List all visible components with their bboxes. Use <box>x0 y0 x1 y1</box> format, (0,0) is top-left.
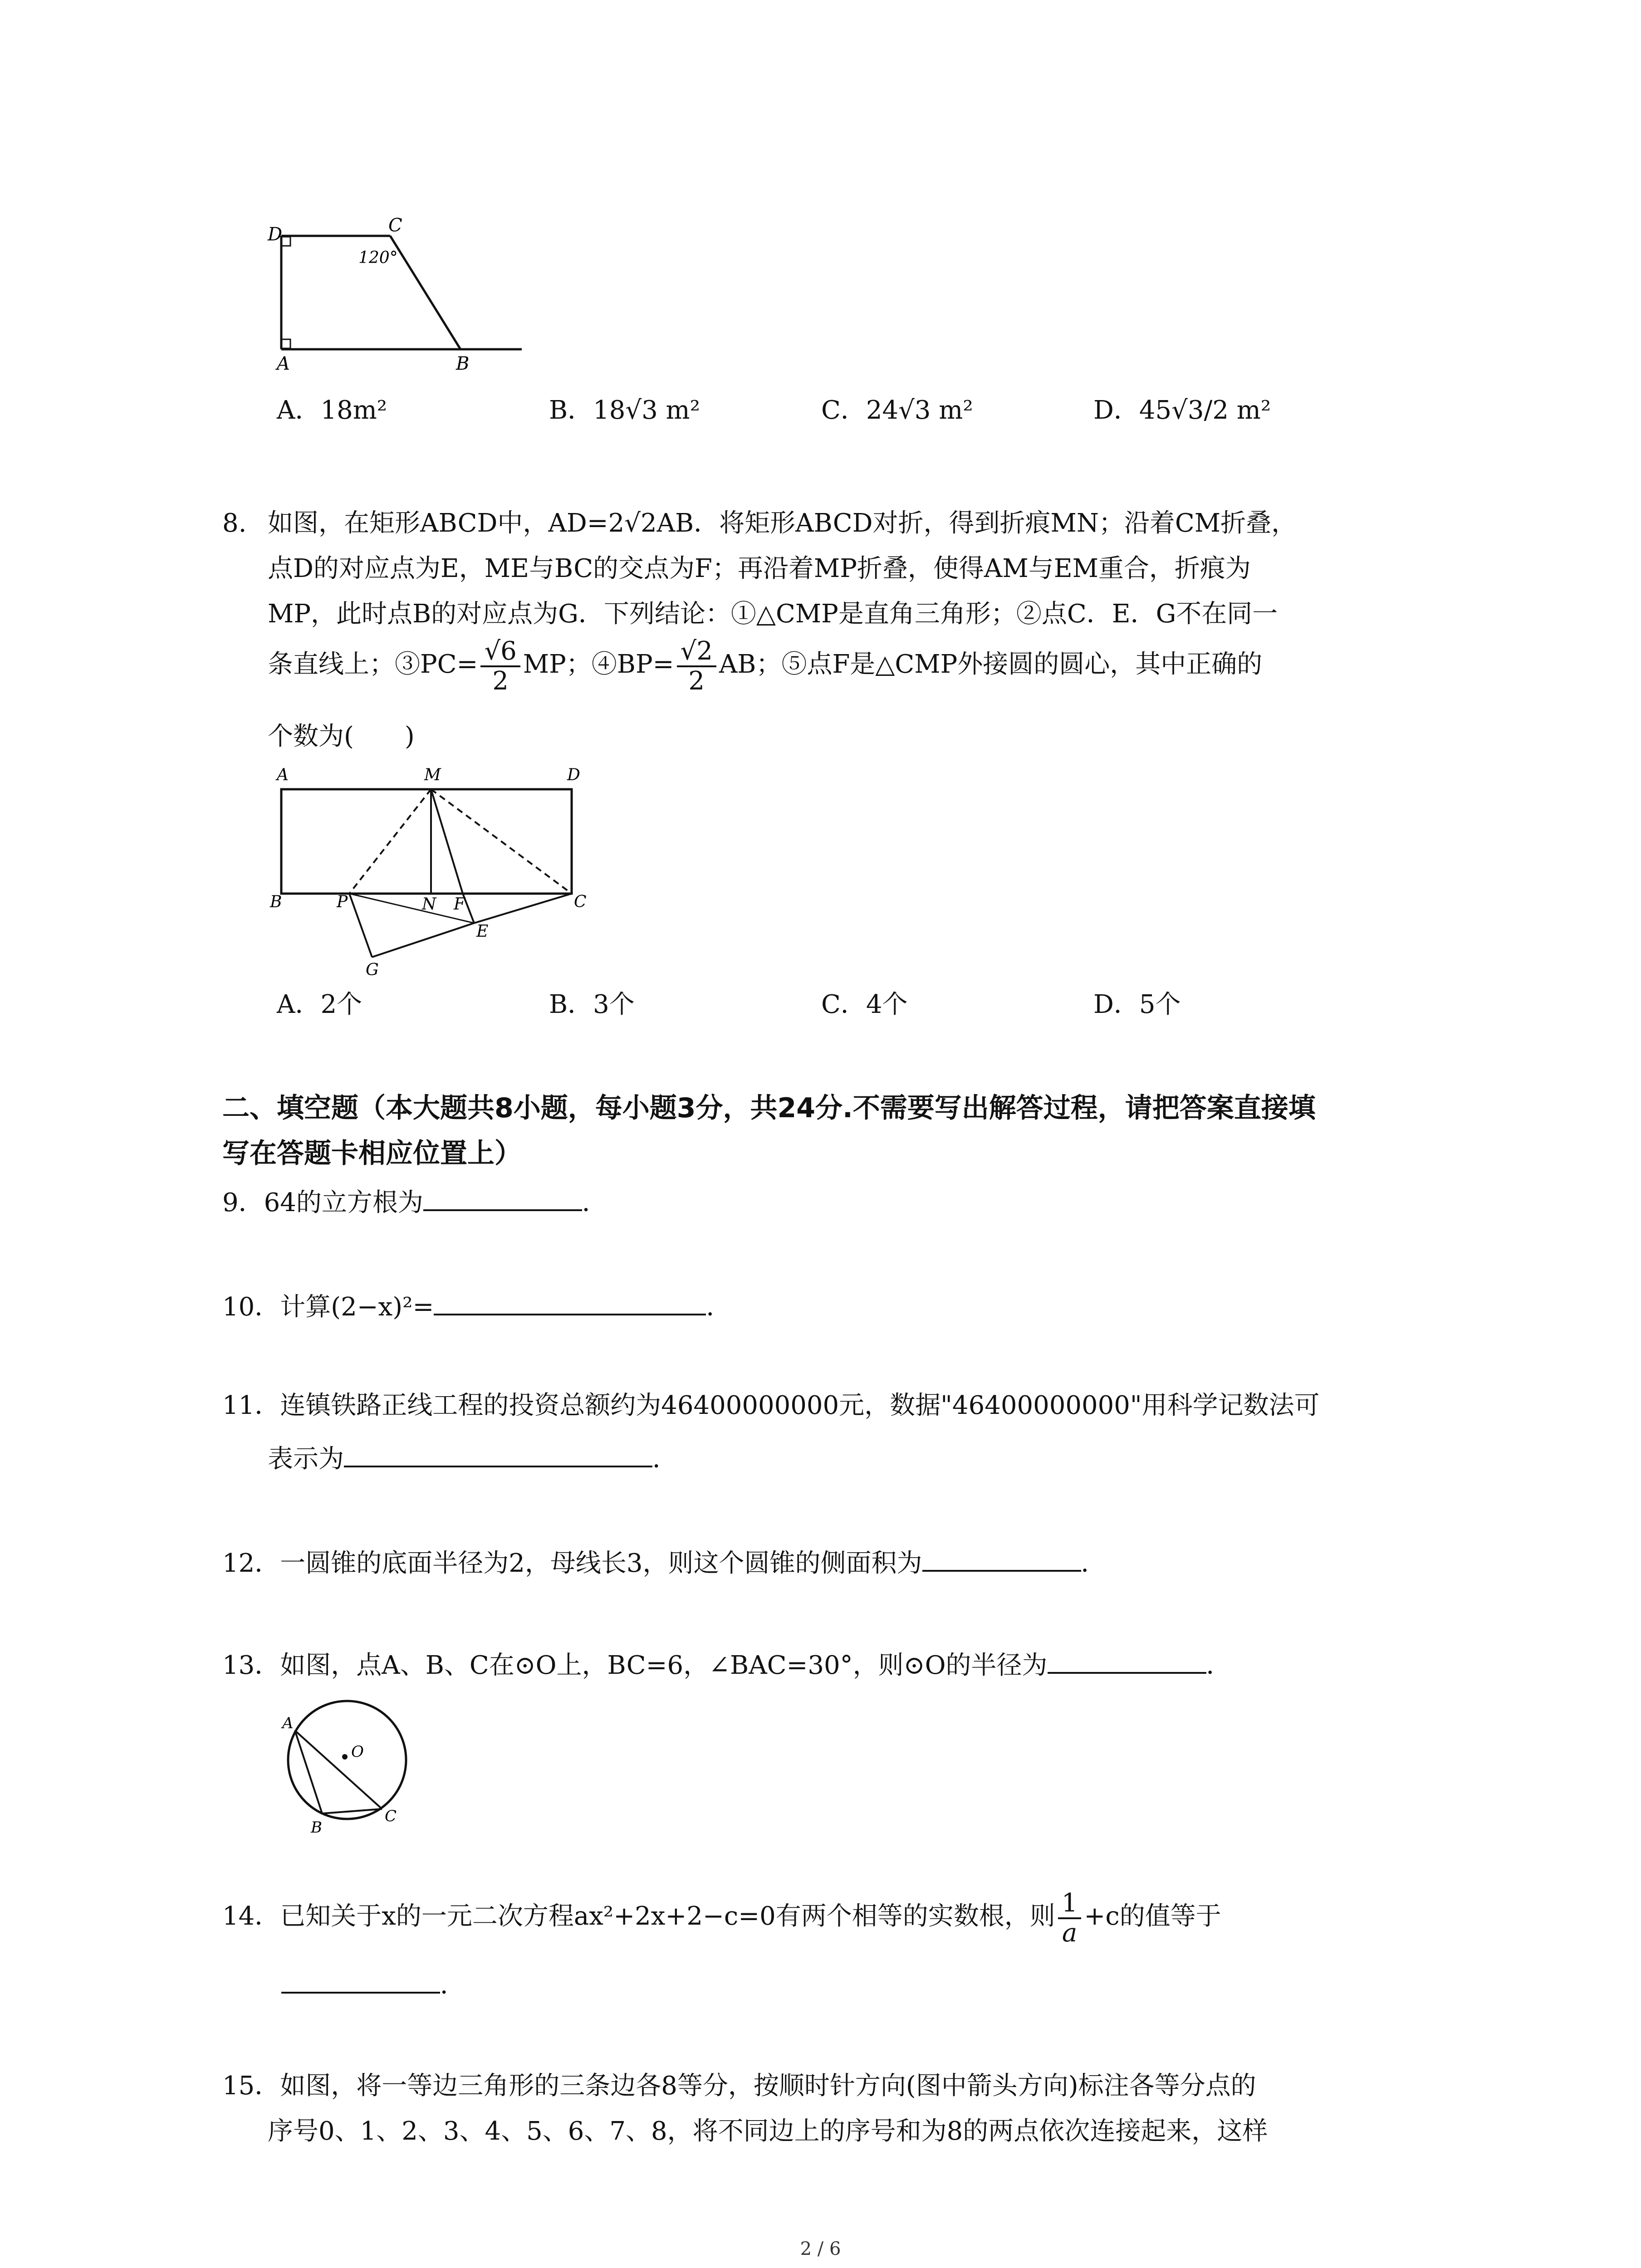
q8-fraction-2-denominator: 2 <box>688 666 705 696</box>
q7-option-c: C．24√3 m² <box>821 396 973 425</box>
q9-text: 9．64的立方根为 <box>222 1188 423 1217</box>
q8-label-e: E <box>476 922 489 941</box>
q8-label-m: M <box>424 766 441 784</box>
q9-end: ． <box>582 1188 607 1217</box>
q14-answer-blank[interactable] <box>281 1966 440 1994</box>
q12-text: 12．一圆锥的底面半径为2，母线长3，则这个圆锥的侧面积为 <box>222 1549 922 1578</box>
q8-fraction-2-numerator: √2 <box>677 637 716 667</box>
q8-label-n: N <box>422 895 436 914</box>
q14-fraction-denominator: a <box>1062 1918 1078 1948</box>
q11-line-2 <box>268 1440 678 1474</box>
q14-line-2 <box>281 1966 465 2000</box>
q8-label-c: C <box>574 893 587 911</box>
q8-fraction-1-numerator: √6 <box>480 637 520 667</box>
section-2-heading-line-1: 二、填空题（本大题共8小题，每小题3分，共24分.不需要写出解答过程，请把答案直接填 <box>222 1092 1316 1124</box>
q10-text: 10．计算(2−x)²= <box>222 1292 434 1322</box>
q13-end: ． <box>1206 1651 1232 1680</box>
section-2-heading-line-2: 写在答题卡相应位置上） <box>222 1138 522 1169</box>
q10-end: ． <box>706 1292 732 1322</box>
q11-line-2-text: 表示为 <box>268 1444 344 1474</box>
q11-answer-blank[interactable] <box>344 1440 652 1467</box>
q7-label-c: C <box>388 215 402 236</box>
q10-answer-blank[interactable] <box>434 1288 706 1315</box>
q8-option-d: D．5个 <box>1093 990 1181 1019</box>
q7-angle: 120° <box>358 249 398 267</box>
q14-fraction-numerator: 1 <box>1058 1889 1082 1919</box>
q8-label-d: D <box>567 766 580 784</box>
q7-figure <box>254 213 535 376</box>
q8-option-c: C．4个 <box>821 990 908 1019</box>
q13-label-b: B <box>311 1818 322 1837</box>
q7-label-a: A <box>277 353 290 374</box>
q13-label-c: C <box>385 1807 397 1825</box>
q11-line-1: 11．连镇铁路正线工程的投资总额约为46400000000元，数据"46400000000"用科学记数法可 <box>222 1391 1320 1420</box>
q8-label-p: P <box>337 893 348 911</box>
q8-fraction-1-denominator: 2 <box>492 666 509 696</box>
q8-line-4-a: 条直线上；③PC= <box>268 650 478 679</box>
q8-line-4 <box>268 637 1262 695</box>
q15-line-1: 15．如图，将一等边三角形的三条边各8等分，按顺时针方向(图中箭头方向)标注各等分点的 <box>222 2071 1256 2101</box>
q8-label-f: F <box>454 895 465 914</box>
q14-end: ． <box>440 1970 465 2000</box>
q8-line-5: 个数为( ) <box>268 722 415 751</box>
q13-label-a: A <box>282 1714 294 1732</box>
q8-fraction-2 <box>677 637 716 695</box>
q9-answer-blank[interactable] <box>423 1184 582 1211</box>
q7-label-d: D <box>268 224 283 245</box>
q12-end: ． <box>1081 1549 1107 1578</box>
page-number: 2 / 6 <box>800 2239 841 2259</box>
q7-option-b: B．18√3 m² <box>549 396 700 425</box>
q14-text-b: +c的值等于 <box>1084 1901 1221 1931</box>
q7-label-b: B <box>456 353 470 374</box>
q8-line-1: 如图，在矩形ABCD中，AD=2√2AB．将矩形ABCD对折，得到折痕MN；沿着CM折叠， <box>268 508 1297 538</box>
q13-text: 13．如图，点A、B、C在⊙O上，BC=6，∠BAC=30°，则⊙O的半径为 <box>222 1651 1048 1680</box>
q13-label-o: O <box>351 1743 364 1761</box>
q8-option-b: B．3个 <box>549 990 635 1019</box>
q11-end: ． <box>652 1444 678 1474</box>
q12 <box>222 1545 1107 1579</box>
q10 <box>222 1288 731 1322</box>
q7-option-d: D．45√3/2 m² <box>1093 396 1271 425</box>
q8-figure <box>259 762 603 980</box>
q12-answer-blank[interactable] <box>922 1545 1081 1572</box>
q8-line-4-c: AB；⑤点F是△CMP外接圆的圆心，其中正确的 <box>719 650 1263 679</box>
q8-line-4-b: MP；④BP= <box>523 650 674 679</box>
q8-label-g: G <box>366 961 379 979</box>
q7-option-a: A．18m² <box>277 396 387 425</box>
q8-label-b: B <box>270 893 282 911</box>
q13-figure <box>263 1683 454 1846</box>
q8-line-2: 点D的对应点为E，ME与BC的交点为F；再沿着MP折叠，使得AM与EM重合，折痕为 <box>268 554 1251 583</box>
q8-line-3: MP，此时点B的对应点为G．下列结论：①△CMP是直角三角形；②点C．E．G不在同一 <box>268 599 1278 629</box>
q14-line-1 <box>222 1889 1221 1947</box>
q15-line-2: 序号0、1、2、3、4、5、6、7、8，将不同边上的序号和为8的两点依次连接起来，这样 <box>268 2116 1268 2146</box>
q13-answer-blank[interactable] <box>1048 1647 1206 1674</box>
q8-option-a: A．2个 <box>277 990 362 1019</box>
q8-fraction-1 <box>480 637 520 695</box>
q9 <box>222 1184 607 1218</box>
q13 <box>222 1647 1232 1681</box>
q8-label-a: A <box>277 766 289 784</box>
q8-number: 8. <box>222 508 247 538</box>
q14-text-a: 14．已知关于x的一元二次方程ax²+2x+2−c=0有两个相等的实数根，则 <box>222 1901 1055 1931</box>
q14-fraction <box>1058 1889 1082 1947</box>
